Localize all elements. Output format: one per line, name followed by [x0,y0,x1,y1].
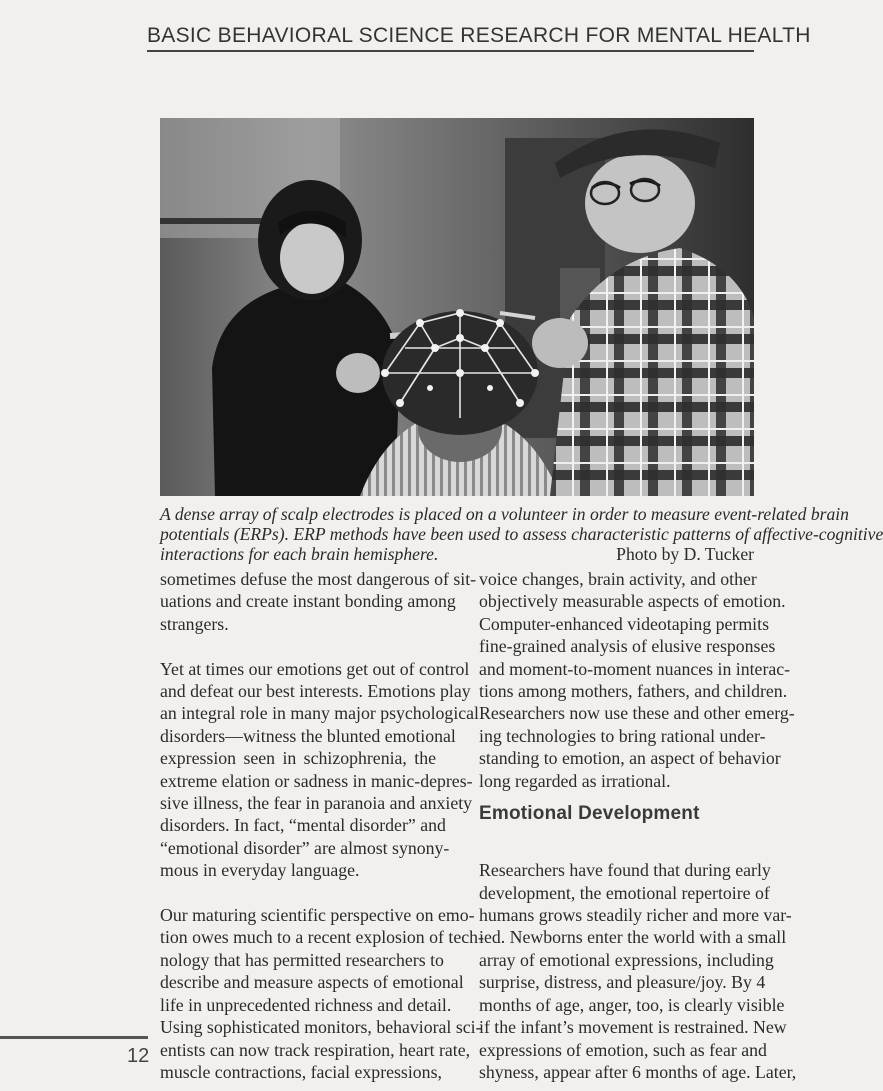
text-line: nology that has permitted researchers to [160,949,444,970]
paragraph [160,658,479,882]
page-number: 12 [127,1045,150,1067]
text-line: describe and measure aspects of emotional [160,972,464,993]
text-line: and moment-to-moment nuances in interac- [479,658,791,679]
photo-credit: Photo by D. Tucker [616,544,754,564]
text-line: shyness, appear after 6 months of age. Later, [479,1061,797,1082]
paragraph [160,904,484,1083]
header-rule [147,50,754,52]
text-line: humans grows steadily richer and more var- [479,905,792,926]
text-line: months of age, anger, too, is clearly visible [479,994,785,1015]
text-line: Using sophisticated monitors, behavioral sci- [160,1017,482,1038]
text-line: fine-grained analysis of elusive responses [479,636,776,657]
text-line: objectively measurable aspects of emotion. [479,591,786,612]
text-line: if the infant’s movement is restrained. New [479,1017,787,1038]
text-line: Researchers now use these and other emerg- [479,703,795,724]
folio-rule [0,1036,148,1039]
text-line: tion owes much to a recent explosion of tech- [160,927,484,948]
text-line: long regarded as irrational. [479,770,671,791]
text-line: strangers. [160,613,229,634]
photo-illustration [160,118,754,496]
paragraph [160,568,477,635]
text-line: array of emotional expressions, including [479,949,774,970]
text-line: expression seen in schizophrenia, the [160,748,436,769]
text-line: tions among mothers, fathers, and children. [479,681,788,702]
text-line: disorders—witness the blunted emotional [160,725,456,746]
text-line: disorders. In fact, “mental disorder” and [160,815,446,836]
text-line: expressions of emotion, such as fear and [479,1039,767,1060]
text-line: sive illness, the fear in paranoia and anxiety [160,793,473,814]
right-column [479,568,797,1083]
text-line: an integral role in many major psychological [160,703,479,724]
figure-caption [160,504,883,564]
text-line: voice changes, brain activity, and other [479,569,757,589]
running-head: BASIC BEHAVIORAL SCIENCE RESEARCH FOR MENTAL HEALTH [147,24,811,47]
section-heading: Emotional Development [479,803,700,825]
text-line: entists can now track respiration, heart rate, [160,1039,471,1060]
text-line: standing to emotion, an aspect of behavior [479,748,781,769]
caption-line: potentials (ERPs). ERP methods have been used to assess characteristic patterns of affective-cognitive [160,524,883,544]
text-line: Computer-enhanced videotaping permits [479,613,769,634]
caption-line: A dense array of scalp electrodes is placed on a volunteer in order to measure event-related brain [160,504,849,524]
left-column [160,568,484,1083]
paragraph [479,568,795,792]
text-line: uations and create instant bonding among [160,591,456,612]
caption-line: interactions for each brain hemisphere. [160,544,439,564]
text-line: ied. Newborns enter the world with a small [479,927,787,948]
text-line: Our maturing scientific perspective on emo- [160,905,475,926]
text-line: muscle contractions, facial expressions, [160,1061,442,1082]
text-line: mous in everyday language. [160,860,360,881]
text-line: Researchers have found that during early [479,860,771,881]
text-line: life in unprecedented richness and detail. [160,994,452,1015]
text-line: ing technologies to bring rational under- [479,725,766,746]
text-line: “emotional disorder” are almost synony- [160,837,450,858]
text-line: extreme elation or sadness in manic-depres- [160,770,473,791]
paragraph [479,859,797,1083]
text-line: Yet at times our emotions get out of control [160,658,470,679]
text-line: development, the emotional repertoire of [479,882,770,903]
text-line: surprise, distress, and pleasure/joy. By 4 [479,972,766,993]
photo-eeg-electrode-session [160,118,754,496]
text-line: sometimes defuse the most dangerous of sit- [160,569,477,589]
text-line: and defeat our best interests. Emotions play [160,681,471,702]
